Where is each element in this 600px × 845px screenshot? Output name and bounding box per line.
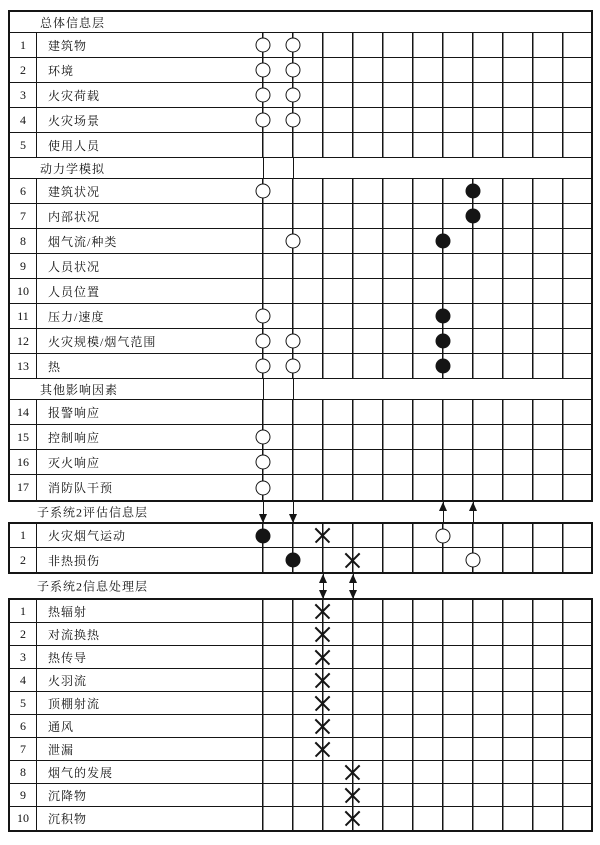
row-number: 4 [10,669,37,691]
arrowhead-down-icon [349,590,357,599]
row-label: 热辐射 [48,604,88,619]
table-row [10,83,591,108]
connection-line [293,157,295,179]
section-header-label: 总体信息层 [40,15,106,30]
row-number: 4 [10,108,37,132]
table-row [10,179,591,204]
mark-grid [262,548,591,572]
row-label: 泄漏 [48,742,75,757]
mark-grid [262,33,591,57]
mark-grid [262,784,591,806]
row-number: 3 [10,646,37,668]
section-header-label: 动力学模拟 [40,161,106,176]
row-label: 沉降物 [48,788,88,803]
mark-grid [262,761,591,783]
row-label: 环境 [48,63,75,78]
cross-mark [314,718,331,735]
table-row [10,229,591,254]
open-circle-mark [255,113,270,128]
section-header-row [10,379,591,400]
connection-line [293,378,295,400]
row-number: 10 [10,807,37,830]
row-label: 人员状况 [48,259,101,274]
filled-circle-mark [435,309,450,324]
row-label: 对流换热 [48,627,101,642]
cross-mark [314,603,331,620]
row-label: 火灾场景 [48,113,101,128]
mark-grid [262,254,591,278]
table-row [10,254,591,279]
subsystem2-evaluation-table [8,522,593,574]
mark-grid [262,475,591,500]
row-number: 16 [10,450,37,474]
open-circle-mark [435,528,450,543]
table-row [10,400,591,425]
mark-grid [262,738,591,760]
gap-band [8,574,593,598]
row-number: 5 [10,133,37,157]
open-circle-mark [285,113,300,128]
section-header-row [10,12,591,33]
row-label: 火灾烟气运动 [48,529,127,543]
row-number: 14 [10,400,37,424]
mark-grid [262,450,591,474]
table-row [10,715,591,738]
mark-grid [262,229,591,253]
table-row [10,108,591,133]
up-arrow [473,502,475,522]
row-number: 2 [10,623,37,645]
mark-grid [262,304,591,328]
table-row [10,524,591,548]
open-circle-mark [255,309,270,324]
band-title: 子系统2评估信息层 [37,505,149,520]
gap-band [8,502,593,522]
table-row [10,784,591,807]
filled-circle-mark [465,209,480,224]
open-circle-mark [285,334,300,349]
table-row [10,329,591,354]
open-circle-mark [255,63,270,78]
mark-grid [262,329,591,353]
cross-mark [314,741,331,758]
open-circle-mark [285,38,300,53]
row-label: 报警响应 [48,405,101,420]
cross-mark [314,695,331,712]
row-number: 8 [10,761,37,783]
arrowhead-up-icon [319,574,327,583]
filled-circle-mark [435,359,450,374]
table-row [10,600,591,623]
filled-circle-mark [465,184,480,199]
cross-mark [344,787,361,804]
row-label: 内部状况 [48,209,101,224]
row-number: 11 [10,304,37,328]
row-label: 建筑物 [48,38,88,53]
row-label: 消防队干预 [48,481,114,495]
down-arrow [263,502,265,522]
open-circle-mark [465,553,480,568]
table-row [10,548,591,572]
row-label: 热 [48,359,62,374]
table-row [10,761,591,784]
row-label: 顶棚射流 [48,696,101,711]
row-label: 压力/速度 [48,309,105,324]
row-number: 13 [10,354,37,378]
open-circle-mark [255,334,270,349]
arrowhead-down-icon [319,590,327,599]
mark-grid [262,400,591,424]
table-row [10,807,591,830]
cross-mark [344,764,361,781]
cross-mark [314,527,331,544]
table-row [10,304,591,329]
row-label: 热传导 [48,650,88,665]
arrowhead-up-icon [469,502,477,511]
diagram-root [0,10,600,832]
row-number: 17 [10,475,37,500]
table-row [10,646,591,669]
row-number: 6 [10,715,37,737]
table-row [10,425,591,450]
table-row [10,279,591,304]
cross-mark [344,810,361,827]
row-number: 1 [10,33,37,57]
row-number: 6 [10,179,37,203]
mark-grid [262,354,591,378]
row-number: 3 [10,83,37,107]
table-row [10,623,591,646]
row-label: 火灾规模/烟气范围 [48,334,157,349]
filled-circle-mark [435,234,450,249]
connection-line [263,157,265,179]
mark-grid [262,179,591,203]
mark-grid [262,692,591,714]
arrowhead-up-icon [439,502,447,511]
table-row [10,669,591,692]
filled-circle-mark [285,553,300,568]
open-circle-mark [255,430,270,445]
open-circle-mark [255,359,270,374]
mark-grid [262,83,591,107]
row-label: 沉积物 [48,812,88,826]
open-circle-mark [285,359,300,374]
filled-circle-mark [435,334,450,349]
table-row [10,354,591,379]
row-label: 烟气的发展 [48,765,114,780]
row-number: 2 [10,58,37,82]
row-label: 使用人员 [48,138,101,153]
open-circle-mark [285,234,300,249]
cross-mark [314,649,331,666]
row-number: 8 [10,229,37,253]
row-label: 人员位置 [48,284,101,299]
row-number: 9 [10,784,37,806]
row-label: 控制响应 [48,430,101,445]
mark-grid [262,646,591,668]
row-label: 通风 [48,719,75,734]
row-label: 非热损伤 [48,553,101,568]
open-circle-mark [285,63,300,78]
band-title: 子系统2信息处理层 [37,579,149,594]
row-number: 15 [10,425,37,449]
section-header-label: 其他影响因素 [40,382,119,397]
row-label: 灭火响应 [48,455,101,470]
mark-grid [262,279,591,303]
cross-mark [314,626,331,643]
row-label: 建筑状况 [48,184,101,199]
row-number: 7 [10,204,37,228]
row-label: 火羽流 [48,673,88,688]
mark-grid [262,58,591,82]
open-circle-mark [255,184,270,199]
table-row [10,692,591,715]
arrowhead-down-icon [259,514,267,523]
row-number: 5 [10,692,37,714]
mark-grid [262,204,591,228]
table-row [10,33,591,58]
row-number: 9 [10,254,37,278]
table-row [10,738,591,761]
row-number: 2 [10,548,37,572]
cross-mark [344,552,361,569]
overall-information-table [8,10,593,502]
row-label: 火灾荷载 [48,88,101,103]
mark-grid [262,715,591,737]
open-circle-mark [255,480,270,495]
row-number: 7 [10,738,37,760]
arrowhead-up-icon [349,574,357,583]
cross-mark [314,672,331,689]
section-header-row [10,158,591,179]
mark-grid [262,600,591,622]
arrowhead-down-icon [289,514,297,523]
mark-grid [262,669,591,691]
table-row [10,450,591,475]
filled-circle-mark [255,528,270,543]
row-number: 1 [10,600,37,622]
mark-grid [262,108,591,132]
open-circle-mark [255,455,270,470]
mark-grid [262,425,591,449]
table-row [10,204,591,229]
mark-grid [262,623,591,645]
row-label: 烟气流/种类 [48,234,118,249]
double-arrow [323,574,325,598]
table-row [10,475,591,500]
table-row [10,133,591,158]
fire-subsystem-matrix-diagram [0,10,600,845]
mark-grid [262,524,591,547]
row-number: 1 [10,524,37,547]
open-circle-mark [255,38,270,53]
mark-grid [262,807,591,830]
row-number: 12 [10,329,37,353]
row-number: 10 [10,279,37,303]
subsystem2-processing-table [8,598,593,832]
open-circle-mark [255,88,270,103]
mark-grid [262,133,591,157]
down-arrow [293,502,295,522]
open-circle-mark [285,88,300,103]
up-arrow [443,502,445,522]
table-row [10,58,591,83]
connection-line [263,378,265,400]
double-arrow [353,574,355,598]
